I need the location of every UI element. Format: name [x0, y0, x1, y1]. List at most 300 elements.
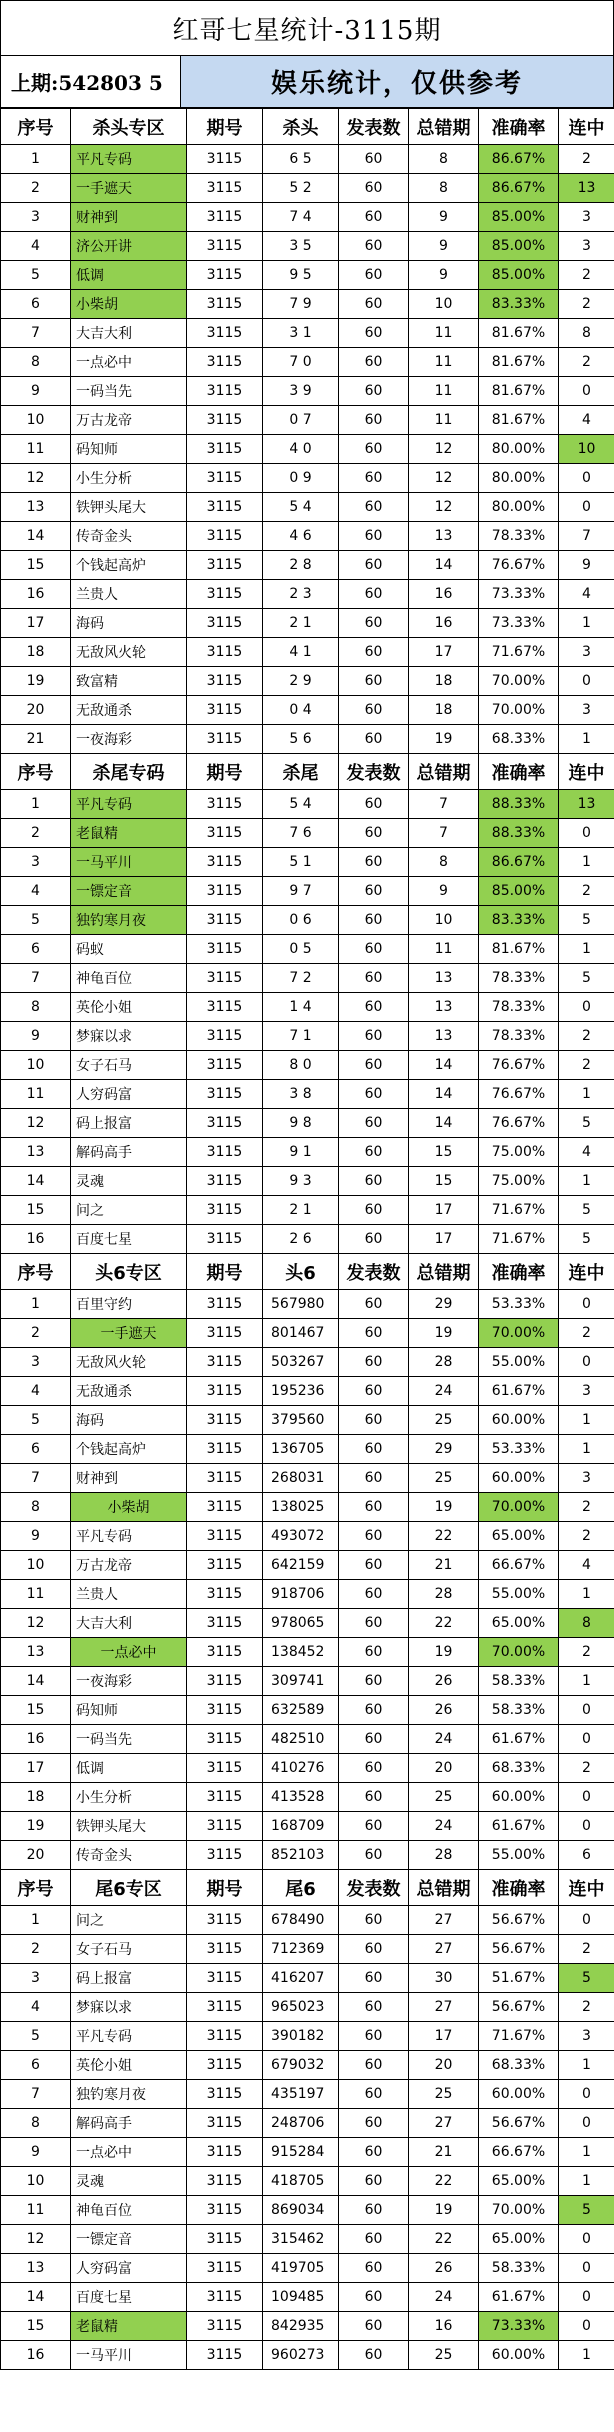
cell-streak: 4 — [559, 580, 614, 609]
cell-issue: 3115 — [187, 877, 263, 906]
cell-name: 码知师 — [71, 1696, 187, 1725]
cell-count: 60 — [339, 435, 409, 464]
cell-errors: 24 — [409, 1725, 479, 1754]
cell-streak: 1 — [559, 2138, 614, 2167]
cell-name: 无敌风火轮 — [71, 1348, 187, 1377]
cell-streak: 0 — [559, 819, 614, 848]
cell-errors: 27 — [409, 1906, 479, 1935]
cell-issue: 3115 — [187, 1906, 263, 1935]
cell-issue: 3115 — [187, 2341, 263, 2370]
cell-row-number: 11 — [1, 1580, 71, 1609]
cell-accuracy: 60.00% — [479, 1406, 559, 1435]
cell-streak: 2 — [559, 1319, 614, 1348]
cell-count: 60 — [339, 1754, 409, 1783]
cell-streak: 2 — [559, 1993, 614, 2022]
column-header-issue: 期号 — [187, 1870, 263, 1906]
cell-errors: 18 — [409, 667, 479, 696]
cell-row-number: 9 — [1, 1522, 71, 1551]
cell-streak: 0 — [559, 1906, 614, 1935]
cell-errors: 16 — [409, 2312, 479, 2341]
table-row — [1, 1841, 614, 1870]
cell-issue: 3115 — [187, 261, 263, 290]
cell-errors: 7 — [409, 790, 479, 819]
cell-accuracy: 88.33% — [479, 819, 559, 848]
cell-errors: 14 — [409, 1080, 479, 1109]
cell-name: 一点必中 — [71, 1638, 187, 1667]
table-row — [1, 1167, 614, 1196]
cell-value: 960273 — [263, 2341, 339, 2370]
cell-value: 801467 — [263, 1319, 339, 1348]
cell-count: 60 — [339, 1290, 409, 1319]
cell-errors: 14 — [409, 1109, 479, 1138]
cell-row-number: 19 — [1, 667, 71, 696]
cell-value: 567980 — [263, 1290, 339, 1319]
cell-row-number: 3 — [1, 203, 71, 232]
cell-count: 60 — [339, 2341, 409, 2370]
cell-accuracy: 71.67% — [479, 638, 559, 667]
cell-errors: 25 — [409, 1406, 479, 1435]
table-row — [1, 2312, 614, 2341]
cell-count: 60 — [339, 1696, 409, 1725]
cell-accuracy: 81.67% — [479, 377, 559, 406]
cell-row-number: 21 — [1, 725, 71, 754]
cell-errors: 13 — [409, 522, 479, 551]
cell-name: 英伦小姐 — [71, 993, 187, 1022]
cell-count: 60 — [339, 696, 409, 725]
cell-row-number: 4 — [1, 1377, 71, 1406]
cell-value: 0 4 — [263, 696, 339, 725]
cell-name: 大吉大利 — [71, 319, 187, 348]
cell-value: 3 5 — [263, 232, 339, 261]
cell-streak: 0 — [559, 464, 614, 493]
cell-errors: 19 — [409, 2196, 479, 2225]
cell-errors: 15 — [409, 1167, 479, 1196]
cell-count: 60 — [339, 1138, 409, 1167]
table-row — [1, 522, 614, 551]
cell-accuracy: 70.00% — [479, 1319, 559, 1348]
cell-value: 2 9 — [263, 667, 339, 696]
cell-count: 60 — [339, 1667, 409, 1696]
cell-streak: 2 — [559, 1522, 614, 1551]
subheader — [0, 56, 614, 108]
cell-row-number: 9 — [1, 377, 71, 406]
cell-errors: 8 — [409, 174, 479, 203]
cell-streak: 3 — [559, 2022, 614, 2051]
cell-errors: 22 — [409, 2167, 479, 2196]
cell-row-number: 17 — [1, 609, 71, 638]
cell-count: 60 — [339, 1522, 409, 1551]
table-row — [1, 1377, 614, 1406]
cell-errors: 22 — [409, 1522, 479, 1551]
cell-name: 低调 — [71, 1754, 187, 1783]
cell-errors: 11 — [409, 406, 479, 435]
cell-value: 9 8 — [263, 1109, 339, 1138]
column-header-streak: 连中 — [559, 1870, 614, 1906]
cell-value: 5 4 — [263, 493, 339, 522]
cell-streak: 2 — [559, 1638, 614, 1667]
cell-value: 6 5 — [263, 145, 339, 174]
cell-name: 一镖定音 — [71, 2225, 187, 2254]
cell-value: 418705 — [263, 2167, 339, 2196]
cell-accuracy: 60.00% — [479, 1464, 559, 1493]
cell-accuracy: 70.00% — [479, 667, 559, 696]
cell-accuracy: 88.33% — [479, 790, 559, 819]
table-row — [1, 1348, 614, 1377]
cell-value: 679032 — [263, 2051, 339, 2080]
cell-name: 人穷码富 — [71, 2254, 187, 2283]
cell-errors: 12 — [409, 464, 479, 493]
cell-issue: 3115 — [187, 1406, 263, 1435]
cell-count: 60 — [339, 1196, 409, 1225]
cell-value: 2 3 — [263, 580, 339, 609]
cell-accuracy: 58.33% — [479, 1667, 559, 1696]
cell-issue: 3115 — [187, 2167, 263, 2196]
cell-issue: 3115 — [187, 1167, 263, 1196]
cell-row-number: 2 — [1, 1935, 71, 1964]
cell-issue: 3115 — [187, 522, 263, 551]
table-row — [1, 964, 614, 993]
cell-name: 码上报富 — [71, 1109, 187, 1138]
cell-value: 2 8 — [263, 551, 339, 580]
cell-count: 60 — [339, 1435, 409, 1464]
cell-issue: 3115 — [187, 2109, 263, 2138]
cell-row-number: 15 — [1, 551, 71, 580]
table-row — [1, 1109, 614, 1138]
cell-name: 老鼠精 — [71, 819, 187, 848]
cell-streak: 9 — [559, 551, 614, 580]
cell-row-number: 12 — [1, 1609, 71, 1638]
column-header-row-number: 序号 — [1, 109, 71, 145]
cell-issue: 3115 — [187, 1435, 263, 1464]
column-header-value: 头6 — [263, 1254, 339, 1290]
cell-count: 60 — [339, 1993, 409, 2022]
cell-row-number: 1 — [1, 790, 71, 819]
cell-accuracy: 56.67% — [479, 2109, 559, 2138]
cell-name: 海码 — [71, 1406, 187, 1435]
cell-issue: 3115 — [187, 1580, 263, 1609]
cell-value: 5 6 — [263, 725, 339, 754]
cell-count: 60 — [339, 1167, 409, 1196]
table-row — [1, 2225, 614, 2254]
table-row — [1, 1725, 614, 1754]
cell-count: 60 — [339, 1022, 409, 1051]
cell-value: 419705 — [263, 2254, 339, 2283]
cell-accuracy: 85.00% — [479, 877, 559, 906]
cell-name: 铁钾头尾大 — [71, 1812, 187, 1841]
cell-accuracy: 73.33% — [479, 580, 559, 609]
column-header-name: 杀尾专码 — [71, 754, 187, 790]
cell-issue: 3115 — [187, 1993, 263, 2022]
table-row — [1, 1138, 614, 1167]
cell-value: 109485 — [263, 2283, 339, 2312]
cell-streak: 2 — [559, 1051, 614, 1080]
cell-errors: 25 — [409, 2080, 479, 2109]
table-row — [1, 1493, 614, 1522]
cell-row-number: 11 — [1, 435, 71, 464]
cell-issue: 3115 — [187, 464, 263, 493]
previous-issue: 上期:542803 5 — [1, 56, 181, 107]
cell-row-number: 7 — [1, 964, 71, 993]
cell-name: 铁钾头尾大 — [71, 493, 187, 522]
cell-issue: 3115 — [187, 935, 263, 964]
cell-errors: 16 — [409, 580, 479, 609]
cell-name: 人穷码富 — [71, 1080, 187, 1109]
cell-errors: 13 — [409, 1022, 479, 1051]
cell-value: 5 4 — [263, 790, 339, 819]
cell-accuracy: 80.00% — [479, 435, 559, 464]
cell-row-number: 4 — [1, 877, 71, 906]
cell-row-number: 8 — [1, 348, 71, 377]
cell-name: 无敌通杀 — [71, 1377, 187, 1406]
cell-accuracy: 55.00% — [479, 1841, 559, 1870]
cell-value: 379560 — [263, 1406, 339, 1435]
cell-errors: 26 — [409, 2254, 479, 2283]
section-header-row — [1, 754, 614, 790]
cell-accuracy: 71.67% — [479, 1196, 559, 1225]
table-row — [1, 1812, 614, 1841]
cell-streak: 10 — [559, 435, 614, 464]
cell-streak: 6 — [559, 1841, 614, 1870]
table-row — [1, 2138, 614, 2167]
cell-value: 168709 — [263, 1812, 339, 1841]
cell-issue: 3115 — [187, 377, 263, 406]
cell-name: 小柴胡 — [71, 290, 187, 319]
cell-accuracy: 76.67% — [479, 1080, 559, 1109]
cell-row-number: 12 — [1, 464, 71, 493]
cell-count: 60 — [339, 1964, 409, 1993]
column-header-accuracy: 准确率 — [479, 1870, 559, 1906]
cell-errors: 29 — [409, 1435, 479, 1464]
cell-name: 神龟百位 — [71, 2196, 187, 2225]
cell-name: 一点必中 — [71, 348, 187, 377]
cell-count: 60 — [339, 2109, 409, 2138]
cell-errors: 25 — [409, 1783, 479, 1812]
column-header-accuracy: 准确率 — [479, 1254, 559, 1290]
table-row — [1, 2341, 614, 2370]
cell-accuracy: 78.33% — [479, 964, 559, 993]
cell-count: 60 — [339, 819, 409, 848]
cell-value: 712369 — [263, 1935, 339, 1964]
cell-streak: 7 — [559, 522, 614, 551]
cell-count: 60 — [339, 1319, 409, 1348]
cell-row-number: 1 — [1, 145, 71, 174]
cell-count: 60 — [339, 2080, 409, 2109]
cell-row-number: 8 — [1, 2109, 71, 2138]
cell-row-number: 8 — [1, 993, 71, 1022]
cell-errors: 27 — [409, 1993, 479, 2022]
cell-issue: 3115 — [187, 1754, 263, 1783]
cell-row-number: 17 — [1, 1754, 71, 1783]
cell-name: 老鼠精 — [71, 2312, 187, 2341]
cell-value: 978065 — [263, 1609, 339, 1638]
cell-streak: 0 — [559, 377, 614, 406]
cell-issue: 3115 — [187, 2254, 263, 2283]
cell-count: 60 — [339, 232, 409, 261]
table-row — [1, 580, 614, 609]
cell-count: 60 — [339, 203, 409, 232]
cell-name: 平凡专码 — [71, 790, 187, 819]
cell-streak: 5 — [559, 1964, 614, 1993]
cell-count: 60 — [339, 1906, 409, 1935]
cell-errors: 19 — [409, 725, 479, 754]
table-row — [1, 1022, 614, 1051]
cell-count: 60 — [339, 935, 409, 964]
cell-errors: 17 — [409, 638, 479, 667]
cell-row-number: 6 — [1, 935, 71, 964]
cell-streak: 1 — [559, 2167, 614, 2196]
cell-name: 百度七星 — [71, 1225, 187, 1254]
table-row — [1, 2196, 614, 2225]
cell-errors: 17 — [409, 2022, 479, 2051]
cell-errors: 12 — [409, 435, 479, 464]
cell-accuracy: 83.33% — [479, 906, 559, 935]
cell-count: 60 — [339, 2196, 409, 2225]
cell-row-number: 10 — [1, 1051, 71, 1080]
table-row — [1, 551, 614, 580]
cell-value: 482510 — [263, 1725, 339, 1754]
cell-errors: 28 — [409, 1348, 479, 1377]
table-row — [1, 725, 614, 754]
cell-issue: 3115 — [187, 819, 263, 848]
cell-row-number: 5 — [1, 2022, 71, 2051]
cell-name: 财神到 — [71, 203, 187, 232]
column-header-streak: 连中 — [559, 754, 614, 790]
cell-issue: 3115 — [187, 1080, 263, 1109]
cell-issue: 3115 — [187, 2283, 263, 2312]
cell-accuracy: 75.00% — [479, 1167, 559, 1196]
cell-row-number: 8 — [1, 1493, 71, 1522]
cell-accuracy: 68.33% — [479, 725, 559, 754]
column-header-accuracy: 准确率 — [479, 754, 559, 790]
cell-row-number: 12 — [1, 2225, 71, 2254]
cell-issue: 3115 — [187, 848, 263, 877]
cell-count: 60 — [339, 609, 409, 638]
cell-issue: 3115 — [187, 790, 263, 819]
table-row — [1, 2254, 614, 2283]
table-row — [1, 493, 614, 522]
cell-count: 60 — [339, 2138, 409, 2167]
cell-name: 一夜海彩 — [71, 725, 187, 754]
cell-name: 平凡专码 — [71, 145, 187, 174]
cell-name: 平凡专码 — [71, 2022, 187, 2051]
cell-row-number: 1 — [1, 1290, 71, 1319]
cell-value: 309741 — [263, 1667, 339, 1696]
cell-count: 60 — [339, 1348, 409, 1377]
cell-row-number: 11 — [1, 1080, 71, 1109]
cell-issue: 3115 — [187, 1638, 263, 1667]
cell-count: 60 — [339, 667, 409, 696]
cell-count: 60 — [339, 1638, 409, 1667]
column-header-name: 杀头专区 — [71, 109, 187, 145]
cell-errors: 25 — [409, 2341, 479, 2370]
cell-accuracy: 76.67% — [479, 1051, 559, 1080]
cell-count: 60 — [339, 2225, 409, 2254]
cell-streak: 2 — [559, 1493, 614, 1522]
cell-value: 7 1 — [263, 1022, 339, 1051]
table-row — [1, 667, 614, 696]
cell-name: 解码高手 — [71, 2109, 187, 2138]
page-title: 红哥七星统计-3115期 — [0, 0, 614, 56]
cell-issue: 3115 — [187, 1348, 263, 1377]
cell-name: 小生分析 — [71, 1783, 187, 1812]
cell-errors: 10 — [409, 290, 479, 319]
cell-streak: 1 — [559, 1580, 614, 1609]
table-row — [1, 1522, 614, 1551]
cell-streak: 0 — [559, 1812, 614, 1841]
cell-name: 码蚁 — [71, 935, 187, 964]
cell-value: 2 1 — [263, 1196, 339, 1225]
cell-value: 136705 — [263, 1435, 339, 1464]
cell-count: 60 — [339, 319, 409, 348]
cell-row-number: 15 — [1, 1696, 71, 1725]
cell-name: 海码 — [71, 609, 187, 638]
cell-count: 60 — [339, 348, 409, 377]
cell-errors: 22 — [409, 2225, 479, 2254]
cell-row-number: 3 — [1, 848, 71, 877]
cell-accuracy: 76.67% — [479, 551, 559, 580]
cell-accuracy: 65.00% — [479, 1522, 559, 1551]
cell-errors: 12 — [409, 493, 479, 522]
cell-issue: 3115 — [187, 2138, 263, 2167]
table-row — [1, 1580, 614, 1609]
column-header-count: 发表数 — [339, 754, 409, 790]
cell-count: 60 — [339, 848, 409, 877]
section-header-row — [1, 1254, 614, 1290]
cell-issue: 3115 — [187, 1783, 263, 1812]
cell-errors: 8 — [409, 145, 479, 174]
table-row — [1, 1754, 614, 1783]
cell-name: 无敌风火轮 — [71, 638, 187, 667]
cell-accuracy: 80.00% — [479, 464, 559, 493]
cell-name: 灵魂 — [71, 1167, 187, 1196]
cell-errors: 24 — [409, 2283, 479, 2312]
cell-streak: 0 — [559, 2225, 614, 2254]
table-row — [1, 1051, 614, 1080]
cell-name: 灵魂 — [71, 2167, 187, 2196]
cell-value: 7 4 — [263, 203, 339, 232]
column-header-name: 头6专区 — [71, 1254, 187, 1290]
cell-value: 390182 — [263, 2022, 339, 2051]
table-row — [1, 2080, 614, 2109]
cell-issue: 3115 — [187, 406, 263, 435]
cell-accuracy: 85.00% — [479, 232, 559, 261]
cell-issue: 3115 — [187, 1696, 263, 1725]
cell-count: 60 — [339, 2167, 409, 2196]
cell-row-number: 15 — [1, 2312, 71, 2341]
cell-accuracy: 55.00% — [479, 1348, 559, 1377]
cell-issue: 3115 — [187, 1109, 263, 1138]
cell-name: 百里守约 — [71, 1290, 187, 1319]
cell-value: 138025 — [263, 1493, 339, 1522]
cell-streak: 1 — [559, 2051, 614, 2080]
table-row — [1, 638, 614, 667]
cell-accuracy: 58.33% — [479, 2254, 559, 2283]
cell-value: 2 6 — [263, 1225, 339, 1254]
column-header-issue: 期号 — [187, 109, 263, 145]
cell-issue: 3115 — [187, 1964, 263, 1993]
cell-name: 问之 — [71, 1906, 187, 1935]
cell-streak: 5 — [559, 1196, 614, 1225]
column-header-value: 杀尾 — [263, 754, 339, 790]
table-row — [1, 1638, 614, 1667]
cell-accuracy: 81.67% — [479, 348, 559, 377]
cell-value: 9 1 — [263, 1138, 339, 1167]
table-row — [1, 906, 614, 935]
cell-issue: 3115 — [187, 319, 263, 348]
cell-accuracy: 61.67% — [479, 1812, 559, 1841]
cell-streak: 0 — [559, 1783, 614, 1812]
cell-count: 60 — [339, 2051, 409, 2080]
